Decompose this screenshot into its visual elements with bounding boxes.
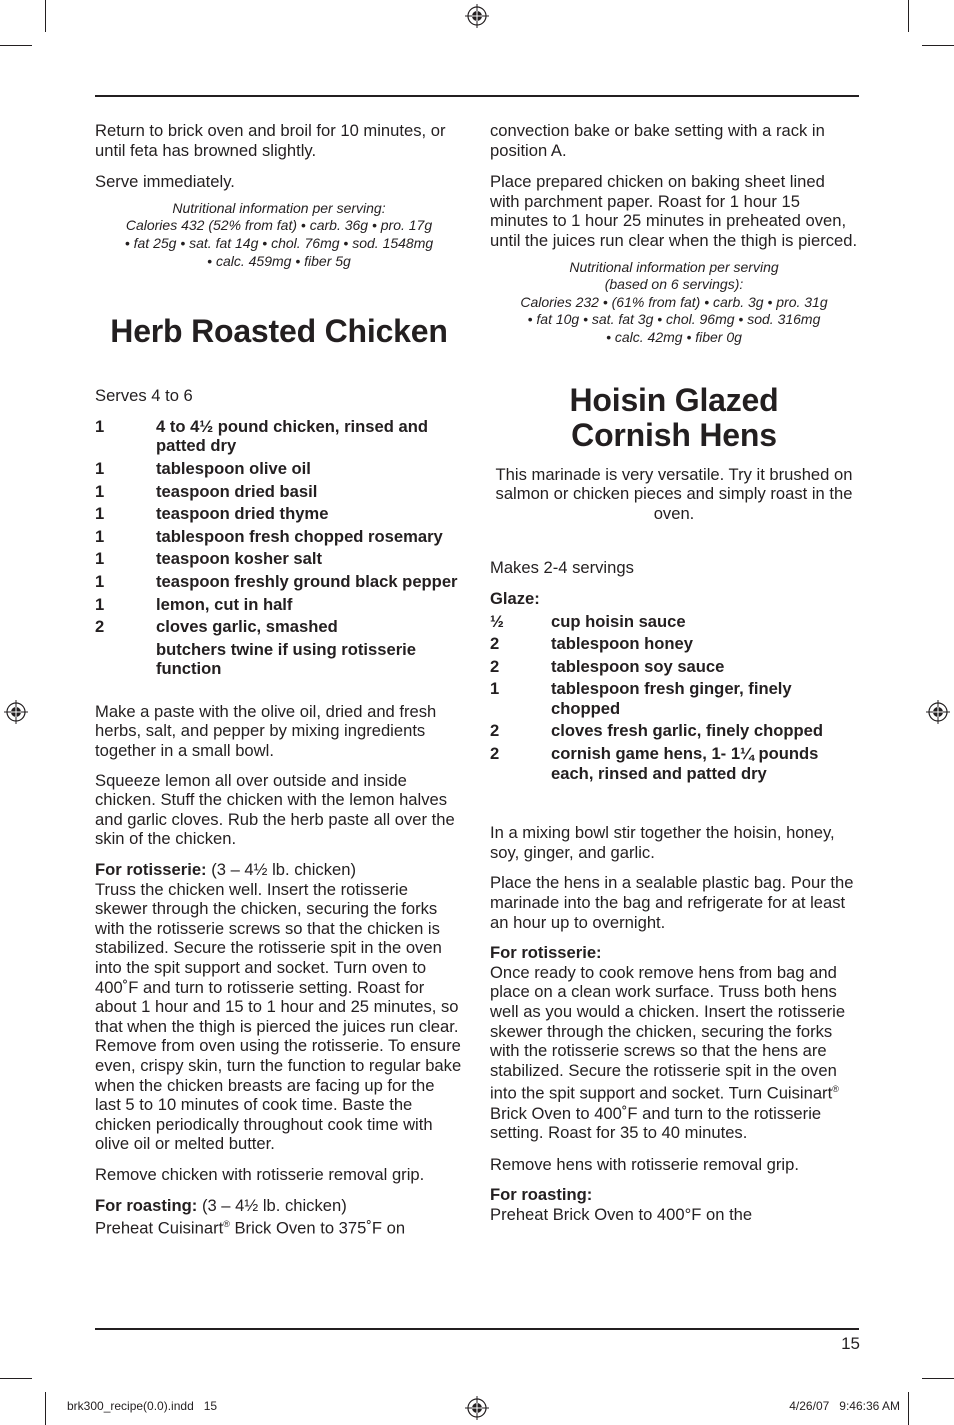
rotisserie-section bbox=[490, 943, 858, 1142]
ingredient-name: tablespoon soy sauce bbox=[551, 656, 725, 676]
nutrition-line: • calc. 459mg • fiber 5g bbox=[207, 252, 351, 269]
ingredient-name: cup hoisin sauce bbox=[551, 611, 686, 631]
nutrition-line: • fat 25g • sat. fat 14g • chol. 76mg • sod. 1548mg bbox=[124, 234, 434, 251]
page-number: 15 bbox=[841, 1334, 860, 1353]
ingredient-qty: 1 bbox=[95, 504, 105, 524]
continued-paragraph: convection bake or bake setting with a rack in position A. bbox=[490, 121, 825, 160]
recipe-title-line: Cornish Hens bbox=[571, 416, 777, 453]
ingredient-qty: 2 bbox=[490, 656, 500, 676]
ingredient-list bbox=[95, 417, 463, 679]
nutrition-line: • calc. 42mg • fiber 0g bbox=[606, 328, 742, 345]
ingredient-qty: 1 bbox=[95, 549, 105, 569]
remove-paragraph: Remove chicken with rotisserie removal grip. bbox=[95, 1164, 425, 1184]
ingredient-name: tablespoon honey bbox=[551, 634, 693, 654]
ingredient-name: butchers twine if using rotisserie function bbox=[156, 639, 417, 679]
footer-filename: brk300_recipe(0.0).indd 15 bbox=[67, 1399, 218, 1413]
nutrition-info bbox=[478, 259, 870, 347]
footer-rule bbox=[95, 1328, 859, 1330]
ingredient-name: tablespoon fresh chopped rosemary bbox=[156, 526, 443, 546]
remove-paragraph: Remove hens with rotisserie removal grip. bbox=[490, 1154, 799, 1174]
makes-text: Makes 2-4 servings bbox=[490, 558, 634, 578]
ingredient-qty: 2 bbox=[490, 721, 500, 741]
left-column bbox=[95, 121, 463, 1250]
ingredient-qty: 2 bbox=[490, 744, 500, 764]
ingredient-item bbox=[95, 595, 463, 615]
ingredient-item bbox=[490, 744, 858, 783]
nutrition-line: Calories 232 • (61% from fat) • carb. 3g • pro. 31g bbox=[520, 293, 828, 310]
step-paragraph: Squeeze lemon all over outside and inside chicken. Stuff the chicken with the lemon halves and garlic cloves. Rub the herb paste all over the skin of the chicken. bbox=[95, 770, 455, 849]
recipe-title-line: Hoisin Glazed bbox=[569, 381, 779, 418]
intro-paragraph: Return to brick oven and broil for 10 minutes, or until feta has browned slightly. bbox=[95, 121, 446, 160]
ingredient-qty: 2 bbox=[490, 634, 500, 654]
ingredient-item bbox=[95, 572, 463, 592]
ingredient-qty: 1 bbox=[95, 481, 105, 501]
header-rule bbox=[95, 95, 859, 97]
nutrition-line: Nutritional information per serving bbox=[569, 258, 779, 275]
ingredient-name: lemon, cut in half bbox=[156, 594, 293, 614]
crop-mark bbox=[0, 1378, 32, 1379]
ingredient-qty: 1 bbox=[95, 526, 105, 546]
ingredient-item bbox=[490, 721, 858, 741]
rotisserie-text: Truss the chicken well. Insert the rotisserie skewer through the chicken, securing the forks with the rotisserie screws so that the chicken is stabilized. Secure the rotisserie spit in the oven into the spit support and socket. Turn oven to 400˚F and turn to rotisserie setting. Roast for about 1 hour and 15 to 1 hour and 25 minutes, so that when the thigh is pierced the juices run clear. Remove from oven using the rotisserie. To ensure even, crispy skin, turn the function to regular bake when the chicken breasts are facing up for the last 5 to 10 minutes of cook time. Baste the chicken periodically throughout cook time with olive oil or melted butter. bbox=[95, 879, 462, 1154]
rotisserie-text: Brick Oven to 400˚F and turn to the rotisserie setting. Roast for 35 to 40 minutes. bbox=[490, 1103, 822, 1143]
ingredient-name: teaspoon freshly ground black pepper bbox=[156, 571, 458, 591]
rotisserie-weight: (3 – 4½ lb. chicken) bbox=[206, 860, 357, 880]
ingredient-name: tablespoon olive oil bbox=[156, 458, 311, 478]
recipe-title: Herb Roasted Chicken bbox=[110, 313, 448, 350]
step-paragraph: In a mixing bowl stir together the hoisin, honey, soy, ginger, and garlic. bbox=[490, 823, 835, 862]
roasting-text: Preheat Cuisinart bbox=[95, 1218, 224, 1238]
ingredient-item bbox=[95, 549, 463, 569]
crop-mark bbox=[908, 1392, 909, 1425]
ingredient-item bbox=[490, 679, 858, 718]
roasting-text: Preheat Brick Oven to 400°F on the bbox=[490, 1204, 753, 1224]
registration-mark-icon bbox=[465, 4, 489, 28]
nutrition-line: Nutritional information per serving: bbox=[172, 199, 386, 216]
recipe-title bbox=[490, 383, 858, 453]
nutrition-info bbox=[83, 200, 475, 270]
ingredient-qty: 1 bbox=[490, 679, 500, 699]
continued-paragraph: Place prepared chicken on baking sheet lined with parchment paper. Roast for 1 hour 15 minutes to 1 hour 25 minutes in preheated oven, until the juices run clear when the thigh is pierced. bbox=[490, 172, 858, 250]
registered-mark: ® bbox=[832, 1084, 839, 1095]
ingredient-name: cloves garlic, smashed bbox=[156, 617, 338, 637]
ingredient-name: cloves fresh garlic, finely chopped bbox=[551, 721, 824, 741]
rotisserie-label: For rotisserie: bbox=[95, 860, 207, 880]
ingredient-item bbox=[95, 482, 463, 502]
ingredient-qty: ½ bbox=[490, 611, 504, 631]
ingredient-item bbox=[95, 417, 463, 456]
crop-mark bbox=[45, 0, 46, 32]
ingredient-name: teaspoon dried basil bbox=[156, 481, 318, 501]
roasting-label: For roasting: bbox=[490, 1185, 593, 1205]
rotisserie-text: Once ready to cook remove hens from bag and place on a clean work surface. Truss both hens well as you would a chicken. Insert the rotisserie skewer through the chicken, securing the forks with the rotisserie screws so that the hens are stabilized. Secure the rotisserie spit in the oven into the spit support and socket. Turn Cuisinart bbox=[490, 962, 846, 1103]
ingredient-item bbox=[95, 617, 463, 637]
nutrition-line: Calories 432 (52% from fat) • carb. 36g • pro. 17g bbox=[125, 217, 433, 234]
ingredient-item bbox=[95, 459, 463, 479]
ingredient-item bbox=[490, 612, 858, 632]
ingredient-qty: 1 bbox=[95, 571, 105, 591]
ingredient-item bbox=[95, 640, 463, 679]
roasting-weight: (3 – 4½ lb. chicken) bbox=[197, 1195, 347, 1215]
serve-paragraph: Serve immediately. bbox=[95, 172, 235, 192]
ingredient-qty bbox=[95, 640, 156, 679]
step-paragraph: Place the hens in a sealable plastic bag. Pour the marinade into the bag and refrigerate for at least an hour up to overnight. bbox=[490, 873, 854, 932]
ingredient-qty: 1 bbox=[95, 416, 105, 436]
registration-mark-icon bbox=[465, 1396, 489, 1420]
nutrition-line: (based on 6 servings): bbox=[604, 276, 744, 293]
ingredient-item bbox=[95, 504, 463, 524]
crop-mark bbox=[922, 45, 954, 46]
ingredient-name: cornish game hens, 1- 1¼ pounds each, rinsed and patted dry bbox=[551, 744, 819, 783]
nutrition-line: • fat 10g • sat. fat 3g • chol. 96mg • sod. 316mg bbox=[527, 311, 821, 328]
recipe-intro: This marinade is very versatile. Try it brushed on salmon or chicken pieces and simply roast in the oven. bbox=[495, 464, 853, 523]
ingredient-qty: 2 bbox=[95, 617, 105, 637]
serves-text: Serves 4 to 6 bbox=[95, 386, 193, 406]
ingredient-name: teaspoon dried thyme bbox=[156, 504, 329, 524]
roasting-text: Brick Oven to 375˚F on bbox=[229, 1218, 406, 1238]
footer-timestamp: 4/26/07 9:46:36 AM bbox=[789, 1399, 900, 1413]
roasting-section bbox=[490, 1185, 858, 1224]
roasting-label: For roasting: bbox=[95, 1195, 198, 1215]
roasting-section bbox=[95, 1196, 463, 1239]
ingredient-name: teaspoon kosher salt bbox=[156, 549, 322, 569]
registration-mark-icon bbox=[4, 700, 28, 724]
registered-mark: ® bbox=[223, 1219, 230, 1230]
crop-mark bbox=[0, 45, 32, 46]
crop-mark bbox=[908, 0, 909, 32]
ingredient-qty: 1 bbox=[95, 458, 105, 478]
rotisserie-section bbox=[95, 860, 463, 1154]
step-paragraph: Make a paste with the olive oil, dried and fresh herbs, salt, and pepper by mixing ingredients together in a small bowl. bbox=[95, 701, 437, 761]
crop-mark bbox=[45, 1392, 46, 1425]
ingredient-item bbox=[490, 634, 858, 654]
ingredient-name: tablespoon fresh ginger, finely chopped bbox=[551, 679, 792, 718]
registration-mark-icon bbox=[926, 700, 950, 724]
ingredient-item bbox=[95, 527, 463, 547]
glaze-label: Glaze: bbox=[490, 588, 540, 608]
ingredient-item bbox=[490, 657, 858, 677]
ingredient-name: 4 to 4½ pound chicken, rinsed and patted dry bbox=[156, 416, 429, 456]
rotisserie-label: For rotisserie: bbox=[490, 943, 602, 963]
right-column bbox=[490, 121, 858, 1236]
ingredient-list bbox=[490, 612, 858, 784]
ingredient-qty: 1 bbox=[95, 594, 105, 614]
crop-mark bbox=[922, 1378, 954, 1379]
